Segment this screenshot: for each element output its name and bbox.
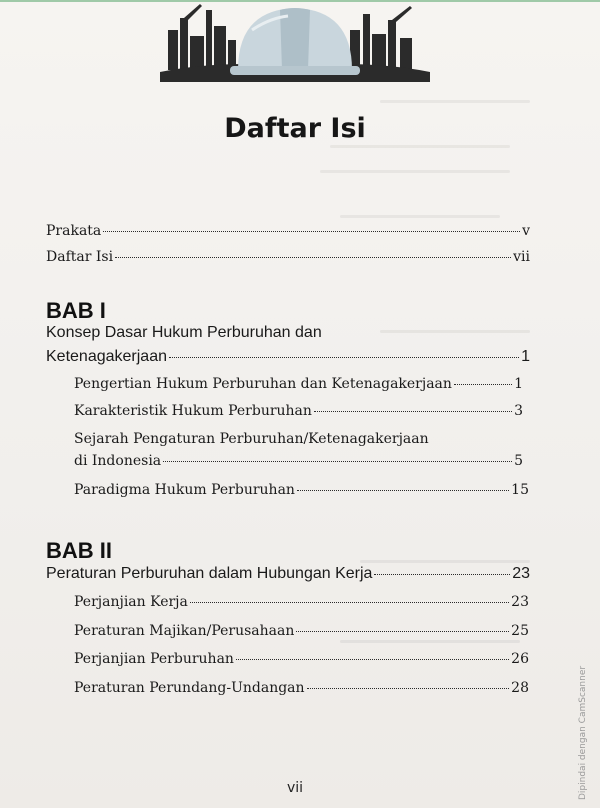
toc-entry-label: di Indonesia [74,453,162,469]
dot-leader [374,574,510,575]
bleed-through [340,215,500,218]
toc-section-line: Sejarah Pengaturan Perburuhan/Ketenagakerjaan [74,431,429,447]
toc-chapter-2[interactable] [46,565,530,583]
toc-page-number: 23 [512,565,530,582]
dot-leader [115,257,511,258]
dot-leader [103,231,520,232]
toc-section[interactable] [74,680,529,696]
chapter-heading: BAB II [46,538,112,563]
toc-entry-label: Karakteristik Hukum Perburuhan [74,403,312,419]
dot-leader [307,688,510,689]
dot-leader [190,602,509,603]
dot-leader [169,357,519,358]
scanner-watermark: Dipindai dengan CamScanner [578,665,588,800]
toc-chapter-1[interactable] [46,348,530,366]
toc-entry-label: Peraturan Perundang-Undangan [74,680,305,696]
toc-entry-label: Paradigma Hukum Perburuhan [74,482,295,498]
toc-section[interactable] [74,623,529,639]
toc-entry-daftar-isi[interactable] [46,249,530,265]
toc-page-number: 1 [514,376,523,392]
dot-leader [454,384,512,385]
dot-leader [236,659,509,660]
toc-section[interactable] [74,453,523,469]
toc-page-number: vii [513,249,530,265]
bleed-through [330,145,510,148]
construction-helmet-illustration [160,0,430,82]
toc-entry-label: Prakata [46,223,102,239]
bleed-through [380,330,530,333]
toc-page-number: 5 [514,453,523,469]
toc-section[interactable] [74,482,529,498]
chapter-heading: BAB I [46,298,106,323]
page-title: Daftar Isi [224,113,366,144]
toc-entry-prakata[interactable] [46,223,530,239]
toc-page-number: 28 [511,680,529,696]
toc-page-number: 23 [511,594,529,610]
bleed-through [380,100,530,103]
toc-section[interactable] [74,651,529,667]
toc-page-number: 26 [511,651,529,667]
toc-entry-label: Ketenagakerjaan [46,348,167,365]
toc-entry-label: Daftar Isi [46,249,114,265]
toc-section[interactable] [74,376,523,392]
chapter-title-line: Konsep Dasar Hukum Perburuhan dan [46,324,322,341]
bleed-through [320,170,510,173]
toc-page-number: 15 [511,482,529,498]
toc-page-number: 1 [521,348,530,365]
toc-page-number: v [522,223,530,239]
bleed-through [340,640,520,643]
toc-page-number: 25 [511,623,529,639]
toc-entry-label: Perjanjian Kerja [74,594,188,610]
dot-leader [296,631,509,632]
toc-entry-label: Peraturan Majikan/Perusahaan [74,623,295,639]
toc-section[interactable] [74,403,523,419]
toc-entry-label: Perjanjian Perburuhan [74,651,234,667]
dot-leader [163,461,512,462]
bleed-through [360,560,530,563]
dot-leader [314,411,512,412]
dot-leader [297,490,509,491]
toc-page-number: 3 [514,403,523,419]
toc-section[interactable] [74,594,529,610]
toc-entry-label: Pengertian Hukum Perburuhan dan Ketenagakerjaan [74,376,452,392]
page-number-footer: vii [286,780,304,796]
toc-entry-label: Peraturan Perburuhan dalam Hubungan Kerja [46,565,373,582]
helmet-icon [230,8,360,75]
